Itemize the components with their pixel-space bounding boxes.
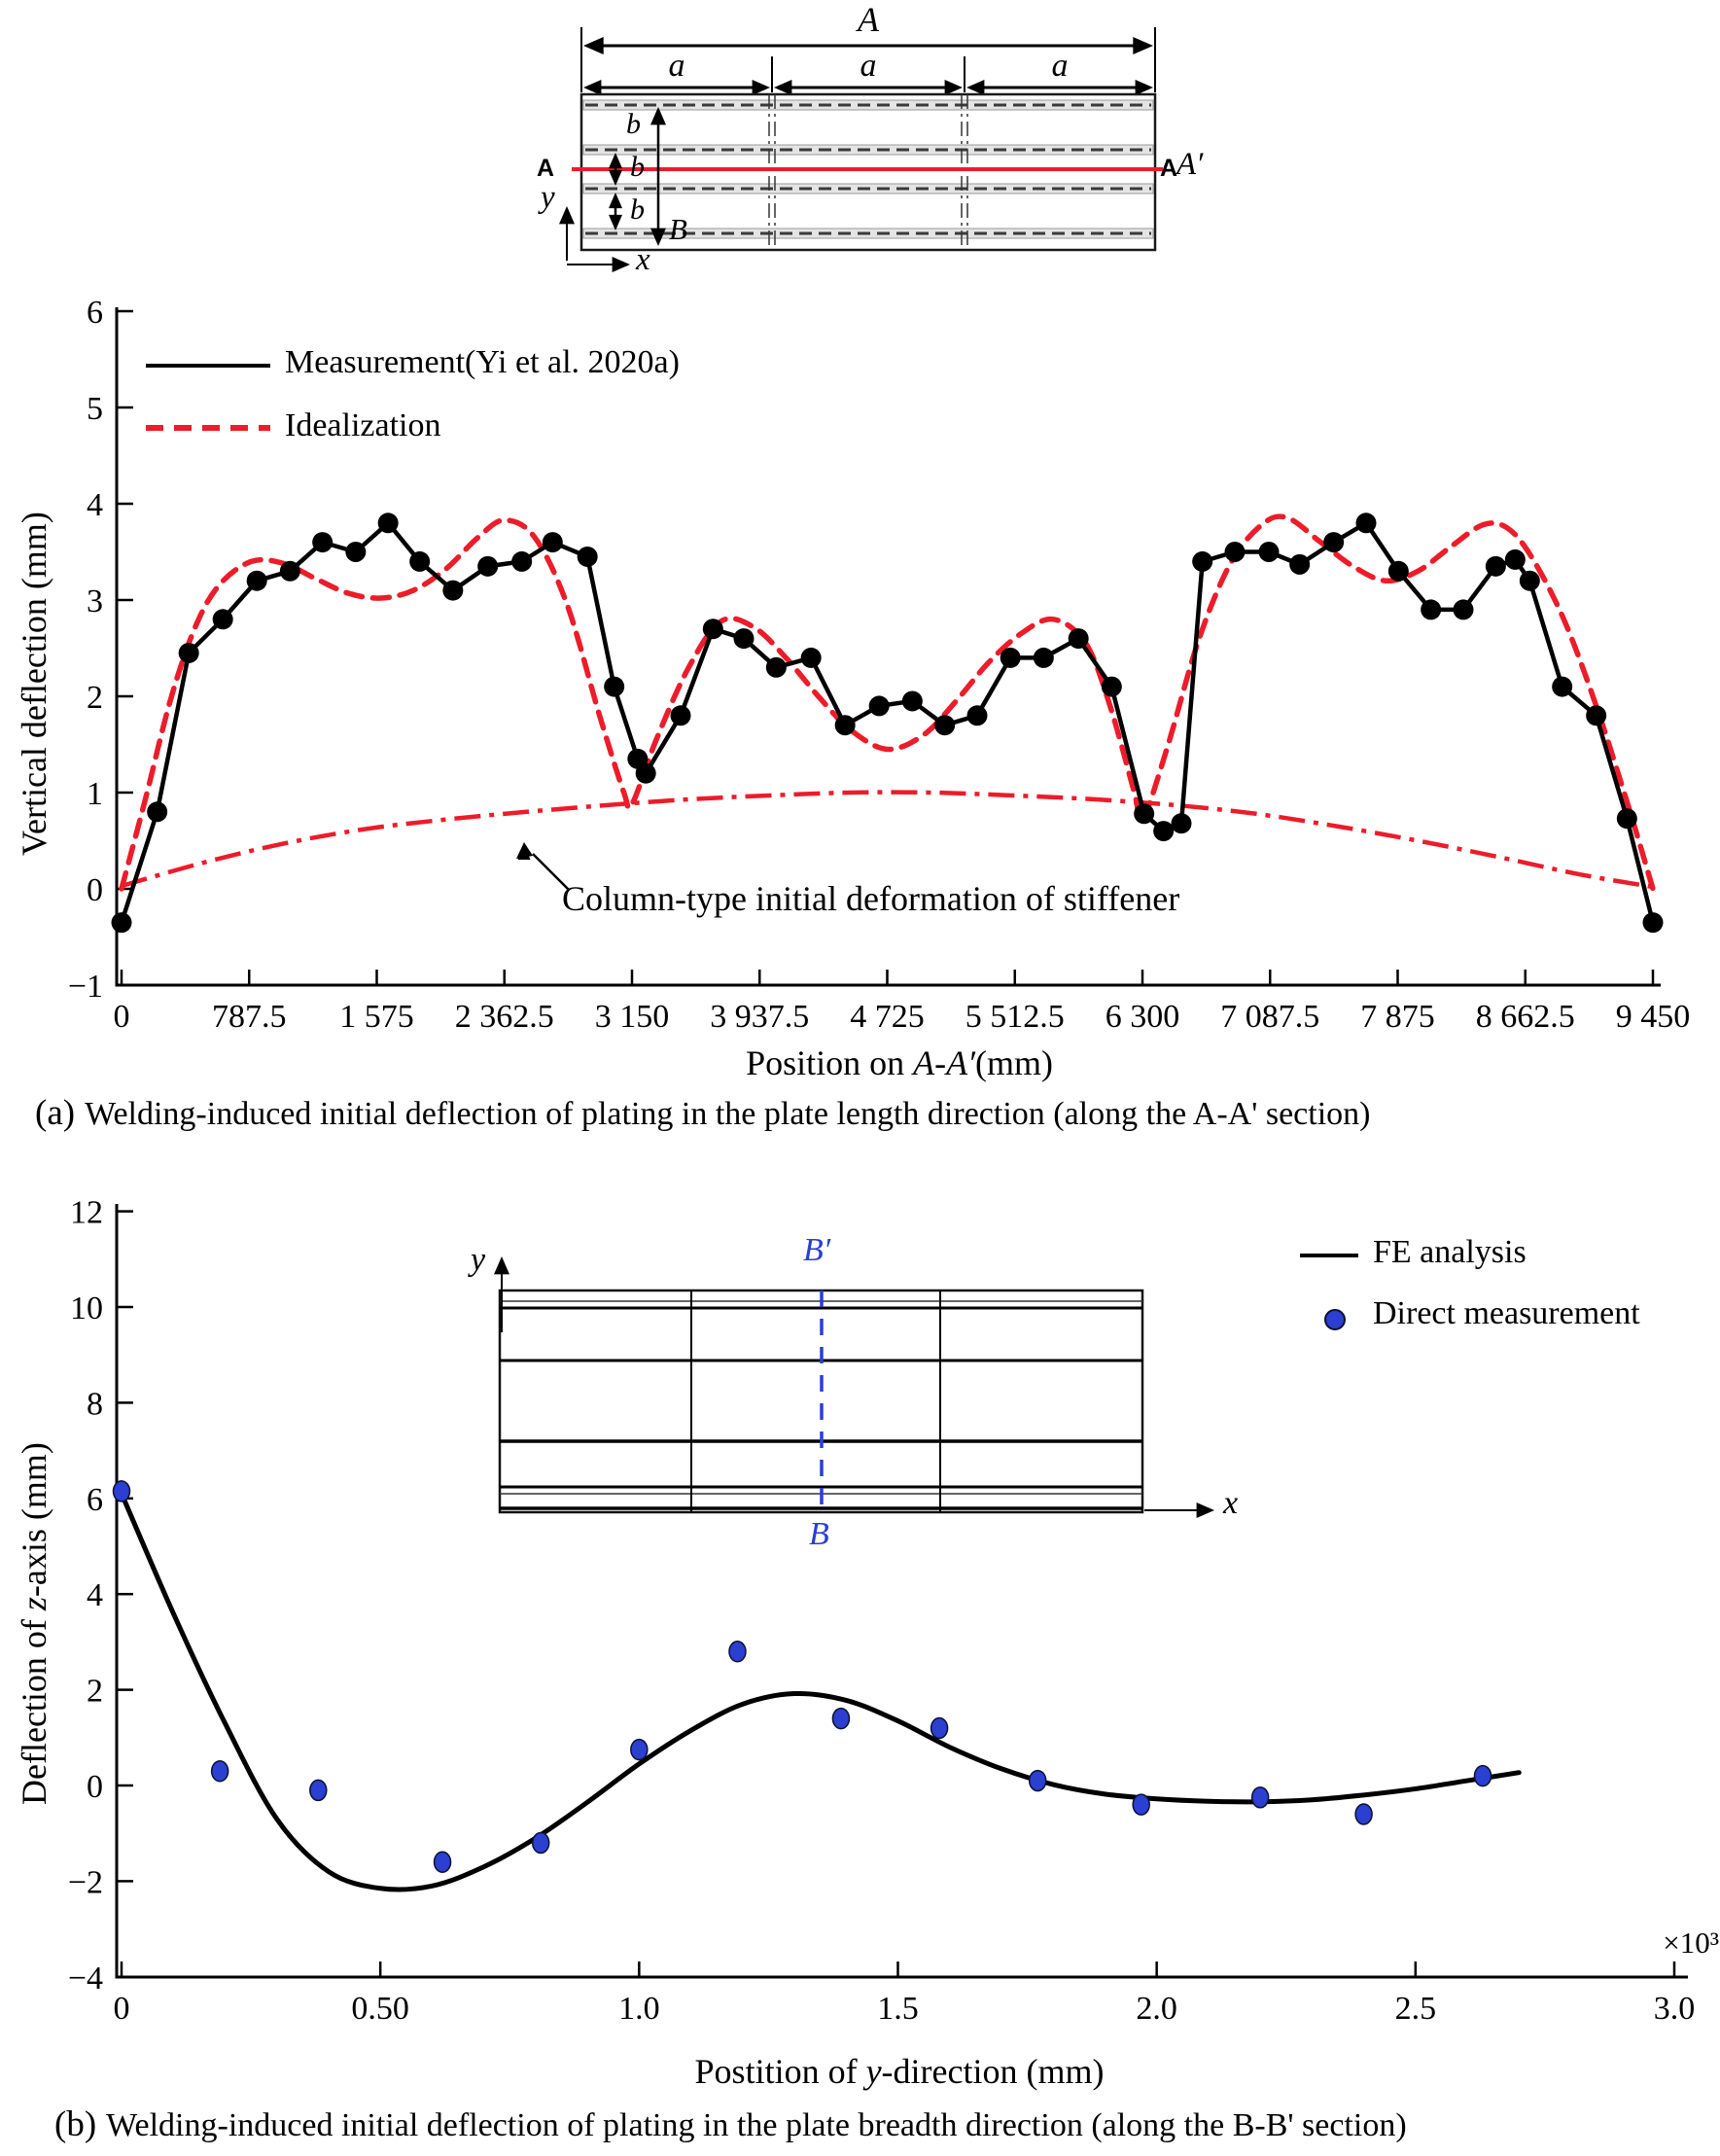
diagram-a-dim-a-label-3: a bbox=[1051, 48, 1069, 84]
chart-b-xlabel bbox=[413, 2054, 1386, 2091]
chart-a-measurement-point bbox=[967, 705, 988, 725]
chart-a-measurement-point bbox=[1034, 648, 1054, 668]
chart-b-xtick-label: 3.0 bbox=[1653, 1991, 1696, 2027]
chart-a-measurement-point bbox=[1102, 677, 1122, 697]
legend-a-measurement-label: Measurement(Yi et al. 2020a) bbox=[285, 344, 680, 380]
chart-a-measurement-point bbox=[801, 648, 822, 668]
chart-b-xtick-label: 1.5 bbox=[877, 1991, 919, 2027]
chart-a-ytick-label: 3 bbox=[87, 583, 103, 619]
chart-a-measurement-point bbox=[345, 542, 366, 562]
caption-b-text: Welding-induced initial deflection of plating in the plate breadth direction (along the B-B' section) bbox=[106, 2107, 1407, 2143]
chart-b-axis-multiplier: ×10³ bbox=[1663, 1926, 1719, 1960]
chart-a-xtick-label: 3 150 bbox=[594, 999, 670, 1035]
chart-a-measurement-point bbox=[1225, 542, 1246, 562]
chart-b-measurement-point bbox=[931, 1717, 948, 1738]
chart-a-measurement-point bbox=[1134, 803, 1154, 824]
chart-a-measurement-point bbox=[1192, 551, 1212, 572]
chart-b-measurement-point bbox=[1252, 1787, 1269, 1808]
chart-b-xtick-label: 1.0 bbox=[618, 1991, 660, 2027]
chart-a-measurement-point bbox=[604, 677, 624, 697]
chart-b-measurement-point bbox=[310, 1780, 327, 1800]
chart-b-ytick-label: 2 bbox=[87, 1673, 103, 1710]
chart-b-measurement-point bbox=[114, 1481, 130, 1502]
chart-a-measurement-point bbox=[671, 705, 691, 725]
chart-a-xlabel-prefix: Position on bbox=[746, 1043, 914, 1082]
diagram-a-dim-b-label-2: b bbox=[630, 151, 645, 183]
chart-b-ytick-label: 6 bbox=[87, 1481, 103, 1518]
chart-a-measurement-point bbox=[179, 643, 199, 663]
legend-a-idealization-label: Idealization bbox=[285, 407, 441, 443]
chart-b-xtick-label: 0.50 bbox=[351, 1991, 409, 2027]
chart-a-measurement-point bbox=[312, 532, 333, 552]
chart-a-column-type-curve bbox=[122, 793, 1653, 887]
chart-a-measurement-point bbox=[442, 581, 463, 601]
diagram-b-x-axis-label: x bbox=[1223, 1485, 1239, 1521]
chart-a-xlabel bbox=[413, 1045, 1386, 1082]
chart-a-measurement-point bbox=[280, 561, 300, 582]
legend-b-fe-label: FE analysis bbox=[1373, 1234, 1527, 1270]
chart-a-measurement-point bbox=[477, 556, 498, 577]
chart-a-measurement-point bbox=[1505, 549, 1526, 570]
chart-a-measurement-point bbox=[147, 801, 167, 822]
chart-a-measurement-point bbox=[1172, 813, 1192, 833]
caption-b bbox=[54, 2106, 1407, 2144]
chart-b-measurement-point bbox=[832, 1709, 849, 1729]
caption-a-text: Welding-induced initial deflection of plating in the plate length direction (along the A-A' section) bbox=[85, 1096, 1371, 1132]
legend-a-measurement-line-sample bbox=[146, 364, 270, 368]
chart-a-measurement-point bbox=[1520, 571, 1540, 591]
diagram-a-dim-b-label-1: b bbox=[626, 108, 641, 140]
chart-a-measurement-point bbox=[1000, 648, 1021, 668]
chart-a-measurement-point bbox=[835, 715, 856, 735]
chart-a-xtick-label: 5 512.5 bbox=[965, 999, 1065, 1035]
legend-b-dot-sample bbox=[1324, 1309, 1346, 1330]
chart-a-measurement-point bbox=[934, 715, 955, 735]
chart-b-measurement-point bbox=[1030, 1771, 1046, 1791]
chart-a-measurement-point bbox=[1643, 912, 1664, 933]
chart-b-ytick-label: 8 bbox=[87, 1386, 103, 1423]
diagram-a-y-axis-label: y bbox=[541, 180, 555, 215]
chart-a-measurement-point bbox=[1421, 599, 1441, 619]
diagram-a-section-A-left-label: A bbox=[537, 155, 555, 182]
chart-a-measurement-point bbox=[1617, 808, 1637, 829]
chart-a-xtick-label: 6 300 bbox=[1105, 999, 1180, 1035]
chart-a-measurement-point bbox=[578, 547, 598, 567]
diagram-a-dim-A-label: A bbox=[858, 0, 879, 39]
chart-b-fe-curve bbox=[122, 1494, 1519, 1890]
chart-a-measurement-point bbox=[1486, 556, 1506, 577]
chart-b-xlabel-suffix: -direction (mm) bbox=[881, 2052, 1105, 2091]
chart-b-measurement-point bbox=[1475, 1766, 1492, 1786]
caption-a bbox=[35, 1095, 1370, 1133]
chart-a-xtick-label: 1 575 bbox=[339, 999, 414, 1035]
chart-b-ytick-label: 12 bbox=[70, 1194, 103, 1231]
chart-a-xtick-label: 9 450 bbox=[1615, 999, 1691, 1035]
chart-a-ylabel: Vertical deflection (mm) bbox=[15, 512, 53, 856]
chart-a-xtick-label: 0 bbox=[113, 999, 130, 1035]
diagram-a-dim-a-label-2: a bbox=[860, 48, 877, 84]
chart-a-xlabel-suffix: (mm) bbox=[974, 1043, 1053, 1082]
legend-b-fe-line-sample bbox=[1300, 1254, 1358, 1257]
chart-a-measurement-point bbox=[409, 551, 430, 572]
chart-b-measurement-point bbox=[533, 1833, 549, 1854]
chart-b-measurement-point bbox=[1133, 1794, 1149, 1815]
chart-a-measurement-point bbox=[1356, 512, 1377, 533]
chart-a-measurement-point bbox=[766, 657, 787, 678]
caption-b-marker: (b) bbox=[54, 2104, 97, 2144]
chart-a-measurement-point bbox=[1289, 554, 1310, 575]
chart-b-measurement-point bbox=[435, 1852, 451, 1872]
chart-a-xtick-label: 7 875 bbox=[1360, 999, 1435, 1035]
chart-a-measurement-point bbox=[1259, 542, 1280, 562]
chart-a-xtick-label: 2 362.5 bbox=[454, 999, 554, 1035]
diagram-a-plate-outline bbox=[581, 94, 1155, 250]
chart-a-ytick-label: 6 bbox=[87, 295, 103, 331]
chart-b-ytick-label: −4 bbox=[67, 1960, 103, 1997]
chart-b-ytick-label: 0 bbox=[87, 1769, 103, 1805]
chart-b-xlabel-prefix: Postition of bbox=[694, 2052, 866, 2091]
caption-a-marker: (a) bbox=[35, 1093, 76, 1133]
chart-b-ylabel-suffix: -axis (mm) bbox=[15, 1442, 53, 1598]
chart-b-ylabel bbox=[14, 1442, 54, 1805]
chart-a-xtick-label: 787.5 bbox=[212, 999, 287, 1035]
chart-b-ylabel-prefix: Deflection of bbox=[15, 1610, 53, 1805]
chart-a-measurement-point bbox=[378, 512, 399, 533]
chart-a-xlabel-italic: A-A′ bbox=[913, 1043, 975, 1082]
chart-a-measurement-point bbox=[1153, 821, 1174, 841]
chart-a-annotation: Column-type initial deformation of stiffener bbox=[562, 879, 1180, 918]
chart-a-measurement-point bbox=[902, 690, 923, 711]
diagram-a-section-A-prime-label: A′ bbox=[1176, 147, 1204, 182]
chart-a-ytick-label: −1 bbox=[67, 969, 103, 1005]
legend-a-idealization-line-sample bbox=[146, 425, 270, 431]
chart-a-measurement-point bbox=[1323, 532, 1344, 552]
chart-a-xtick-label: 3 937.5 bbox=[710, 999, 810, 1035]
diagram-a-dim-B-label: B bbox=[669, 212, 687, 246]
chart-a-measurement-point bbox=[734, 628, 755, 649]
chart-b-ylabel-italic: z bbox=[15, 1597, 53, 1611]
chart-b-xtick-label: 2.0 bbox=[1136, 1991, 1177, 2027]
chart-a-ytick-label: 5 bbox=[87, 391, 103, 427]
chart-a-xtick-label: 7 087.5 bbox=[1220, 999, 1320, 1035]
diagram-b-y-axis-label: y bbox=[471, 1242, 486, 1278]
diagram-b-section-B-prime-label: B′ bbox=[803, 1232, 831, 1268]
diagram-a-section-A-right-small-label: A bbox=[1160, 155, 1178, 182]
chart-b-xlabel-italic: y bbox=[865, 2052, 882, 2091]
chart-b-measurement-point bbox=[1355, 1804, 1372, 1824]
chart-b-ytick-label: 4 bbox=[87, 1577, 103, 1614]
diagram-a-dim-a-label-1: a bbox=[668, 48, 685, 84]
chart-a-measurement-point bbox=[1388, 561, 1409, 582]
chart-a-measurement-point bbox=[1069, 628, 1089, 649]
chart-a-ytick-label: 1 bbox=[87, 776, 103, 812]
chart-a-measurement-point bbox=[1586, 705, 1606, 725]
chart-a-ytick-label: 2 bbox=[87, 680, 103, 716]
diagram-a-dim-b-label-3: b bbox=[630, 194, 645, 226]
chart-b-xtick-label: 2.5 bbox=[1394, 1991, 1437, 2027]
chart-a-xtick-label: 4 725 bbox=[850, 999, 925, 1035]
chart-a-measurement-point bbox=[703, 619, 723, 639]
chart-b-xtick-label: 0 bbox=[113, 1991, 130, 2027]
chart-a-measurement-point bbox=[869, 695, 890, 716]
chart-a-measurement-point bbox=[511, 551, 532, 572]
diagram-a-x-axis-label: x bbox=[636, 242, 650, 277]
chart-a-measurement-point bbox=[213, 609, 233, 629]
legend-b-measurement-label: Direct measurement bbox=[1373, 1295, 1640, 1331]
chart-a-measurement-point bbox=[112, 912, 132, 933]
chart-a-measurement-point bbox=[636, 763, 656, 784]
chart-a-measurement-line bbox=[122, 523, 1653, 923]
chart-b-measurement-point bbox=[212, 1761, 228, 1782]
chart-a-measurement-point bbox=[1454, 599, 1474, 619]
chart-b-measurement-point bbox=[729, 1642, 746, 1662]
chart-a-xtick-label: 8 662.5 bbox=[1475, 999, 1575, 1035]
chart-b-measurement-point bbox=[631, 1740, 648, 1760]
diagram-b-section-B-label: B bbox=[809, 1516, 829, 1552]
chart-b-ytick-label: 10 bbox=[70, 1290, 103, 1326]
chart-b-ytick-label: −2 bbox=[67, 1864, 103, 1901]
chart-a-measurement-point bbox=[1552, 677, 1572, 697]
chart-a-measurement-point bbox=[247, 571, 267, 591]
chart-a-ytick-label: 4 bbox=[87, 487, 103, 523]
chart-a-ytick-label: 0 bbox=[87, 872, 103, 908]
chart-a-measurement-point bbox=[543, 532, 563, 552]
